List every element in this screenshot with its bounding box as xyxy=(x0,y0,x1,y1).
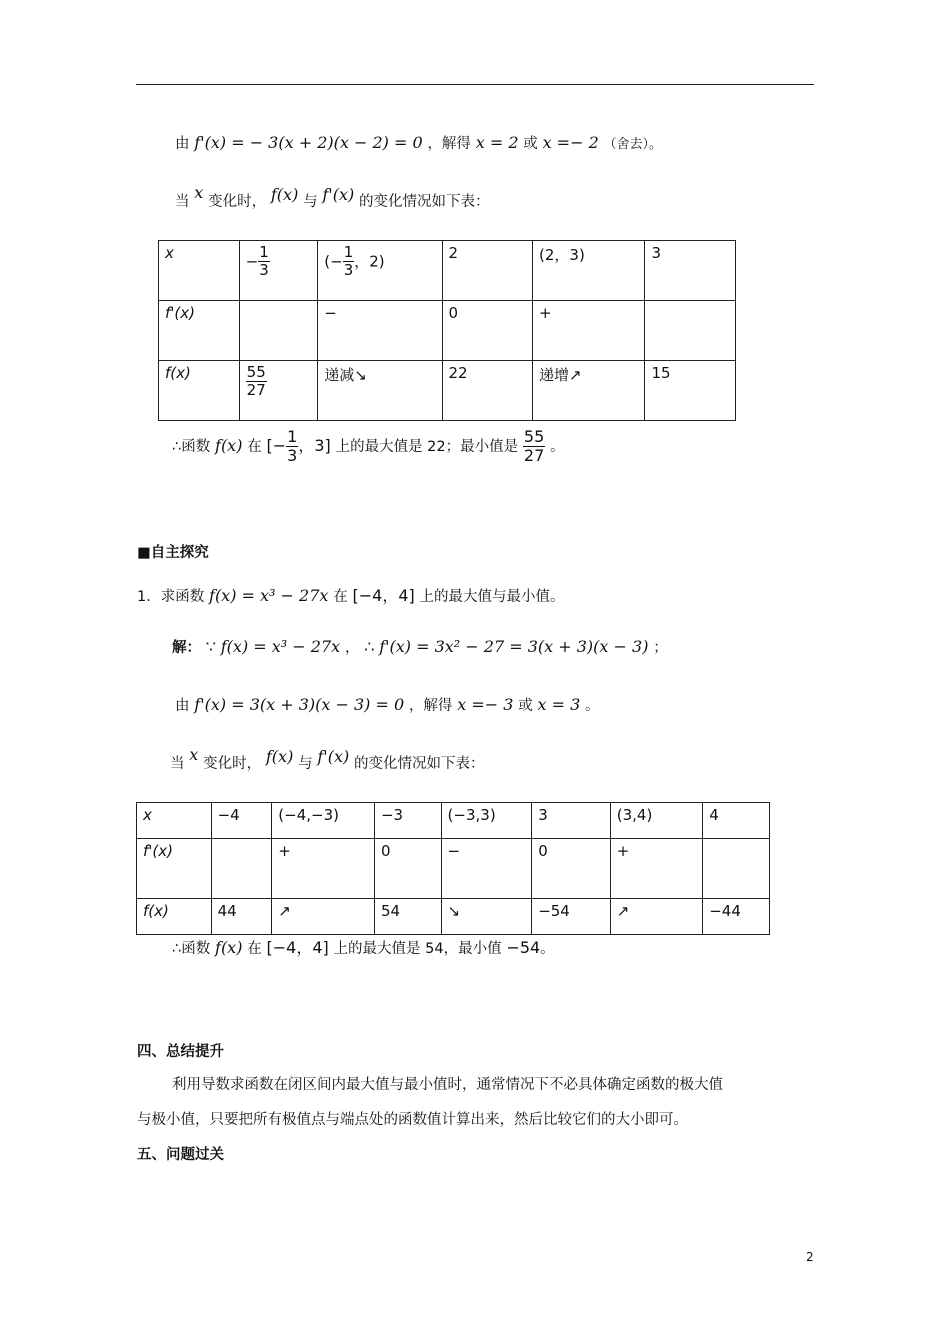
table-cell: 54 xyxy=(374,899,441,935)
fpx-symbol: f'(x) xyxy=(322,185,355,204)
table-cell: f(x) xyxy=(159,361,240,421)
text-and: 与 xyxy=(298,756,313,772)
table-row xyxy=(137,899,770,935)
var-x: x xyxy=(189,745,199,764)
fpx-symbol: f'(x) xyxy=(317,747,350,766)
derivative-equation: f'(x) = − 3(x + 2)(x − 2) = 0 xyxy=(194,133,423,152)
text-at: 在 xyxy=(247,438,262,455)
semicolon: ； xyxy=(653,640,668,656)
interval: [−4，4] xyxy=(266,938,329,957)
fraction: $\frac{1}{3}$ xyxy=(259,243,269,280)
interval: [−4，4] xyxy=(352,586,415,605)
frac-den: 27 xyxy=(523,446,545,466)
text-function: ∴函数 xyxy=(172,438,211,455)
frac-num: 55 xyxy=(523,427,545,446)
table-cell: 3 xyxy=(645,241,736,301)
solution-line-1 xyxy=(172,636,668,657)
conclusion-1 xyxy=(172,428,565,466)
section-heading-problems: 五、问题过关 xyxy=(137,1147,224,1163)
text-or: 或 xyxy=(518,698,533,714)
table-cell: f'(x) xyxy=(159,301,240,361)
text-dang: 当 xyxy=(175,194,190,210)
fraction xyxy=(286,428,298,466)
table-cell: − xyxy=(318,301,442,361)
conclusion-2 xyxy=(172,935,555,958)
text-end: 。 xyxy=(540,941,555,957)
text-you: 由 xyxy=(175,136,190,152)
text-max-min: 上的最大值是 22；最小值是 xyxy=(335,438,519,455)
text-end: 。 xyxy=(585,698,600,714)
text-at: 在 xyxy=(333,589,348,605)
summary-paragraph-line-1: 利用导数求函数在闭区间内最大值与最小值时，通常情况下不必具体确定函数的极大值 xyxy=(172,1077,723,1093)
table-row xyxy=(137,803,770,839)
table-cell: − xyxy=(441,839,532,899)
table-cell: x xyxy=(159,241,240,301)
question-number: 1．求函数 xyxy=(137,589,205,605)
table-cell: 22 xyxy=(442,361,533,421)
table-cell xyxy=(211,839,272,899)
table-cell: 0 xyxy=(374,839,441,899)
table-cell: 2 xyxy=(442,241,533,301)
table-cell: 3 xyxy=(532,803,611,839)
header-rule xyxy=(136,84,814,85)
text-change: 变化时， xyxy=(203,756,262,772)
table-cell: (−3,3) xyxy=(441,803,532,839)
frac-num: 1 xyxy=(287,427,298,446)
page-number: 2 xyxy=(806,1250,814,1264)
interval-right: ，3] xyxy=(298,435,331,455)
table-cell: ↘ xyxy=(441,899,532,935)
table-cell xyxy=(239,301,318,361)
table-cell: + xyxy=(610,839,702,899)
table-row xyxy=(159,361,736,421)
text-you: 由 xyxy=(175,698,190,714)
var-x: x xyxy=(194,183,204,202)
text-or: 或 xyxy=(523,136,538,152)
solution-line-2 xyxy=(175,694,600,715)
table-cell xyxy=(703,839,770,899)
text-dang: 当 xyxy=(170,756,185,772)
text-max-min: 上的最大值是 54，最小值 xyxy=(333,941,502,957)
table-cell xyxy=(239,241,318,301)
table-cell: −4 xyxy=(211,803,272,839)
because-symbol: ∵ xyxy=(205,637,216,656)
function-expression: f(x) = x³ − 27x xyxy=(220,637,341,656)
text-change: 变化时， xyxy=(208,194,267,210)
variation-intro-1 xyxy=(175,183,490,211)
therefore-symbol: ∴ xyxy=(364,637,375,656)
table-cell xyxy=(645,301,736,361)
table-cell: (−4,−3) xyxy=(272,803,375,839)
variation-intro-2 xyxy=(170,745,485,773)
variation-table-1 xyxy=(158,240,736,421)
text-table-intro: 的变化情况如下表： xyxy=(358,194,490,210)
table-row xyxy=(137,839,770,899)
table-cell: −3 xyxy=(374,803,441,839)
derivative-expression: f'(x) = 3x² − 27 = 3(x + 3)(x − 3) xyxy=(379,637,649,656)
fx-symbol: f(x) xyxy=(215,435,243,455)
question-1 xyxy=(137,583,565,606)
function-expression: f(x) = x³ − 27x xyxy=(209,586,329,605)
table-cell: 0 xyxy=(532,839,611,899)
table-cell: −54 xyxy=(532,899,611,935)
table-cell: 递增↗ xyxy=(533,361,645,421)
solution-label: 解： xyxy=(172,640,201,656)
table-cell: 递减↘ xyxy=(318,361,442,421)
min-value: −54 xyxy=(506,938,541,957)
table-cell: f'(x) xyxy=(137,839,212,899)
table-cell: −44 xyxy=(703,899,770,935)
fraction: $\frac{1}{3}$ xyxy=(343,243,354,280)
text-at: 在 xyxy=(247,941,262,957)
question-text: 上的最大值与最小值。 xyxy=(419,589,565,605)
frac-den: 3 xyxy=(287,446,298,466)
text-function: ∴函数 xyxy=(172,941,211,957)
text-and: 与 xyxy=(303,194,318,210)
table-cell: 4 xyxy=(703,803,770,839)
solution-1: x = 2 xyxy=(475,133,519,152)
comma: ， xyxy=(344,640,360,656)
interval-left: [− xyxy=(266,435,287,455)
solution-1: x =− 3 xyxy=(457,695,514,714)
text-jiede: ，解得 xyxy=(408,698,453,714)
table-cell: (2，3) xyxy=(533,241,645,301)
section-heading-summary: 四、总结提升 xyxy=(137,1044,224,1060)
derivative-equation: f'(x) = 3(x + 3)(x − 3) = 0 xyxy=(194,695,405,714)
fx-symbol: f(x) xyxy=(215,938,243,957)
table-row xyxy=(159,241,736,301)
table-cell: 15 xyxy=(645,361,736,421)
fx-symbol: f(x) xyxy=(265,747,294,766)
variation-table-2 xyxy=(136,802,770,935)
min-fraction xyxy=(523,428,545,466)
table-cell: 0 xyxy=(442,301,533,361)
table-cell: (− $\frac{1}{3}$ ，2) xyxy=(318,241,442,301)
text-table-intro: 的变化情况如下表： xyxy=(353,756,485,772)
solve-line-1 xyxy=(175,132,662,153)
table-cell: f(x) xyxy=(137,899,212,935)
table-cell: ↗ xyxy=(610,899,702,935)
section-heading-explore: ■自主探究 xyxy=(137,545,209,561)
discard-note: （舍去）。 xyxy=(603,137,663,152)
text-end: 。 xyxy=(550,438,565,455)
fraction: $\frac{55}{27}$ xyxy=(246,363,266,400)
summary-paragraph-line-2: 与极小值，只要把所有极值点与端点处的函数值计算出来，然后比较它们的大小即可。 xyxy=(137,1112,688,1128)
table-cell: + xyxy=(272,839,375,899)
table-cell xyxy=(239,361,318,421)
solution-2: x = 3 xyxy=(537,695,581,714)
solution-2: x =− 2 xyxy=(542,133,599,152)
minus-sign: − xyxy=(245,252,259,271)
table-cell: + xyxy=(533,301,645,361)
table-cell: ↗ xyxy=(272,899,375,935)
table-cell: 44 xyxy=(211,899,272,935)
table-cell: x xyxy=(137,803,212,839)
table-row xyxy=(159,301,736,361)
text-jiede: ，解得 xyxy=(427,136,471,152)
fx-symbol: f(x) xyxy=(270,185,299,204)
table-cell: (3,4) xyxy=(610,803,702,839)
